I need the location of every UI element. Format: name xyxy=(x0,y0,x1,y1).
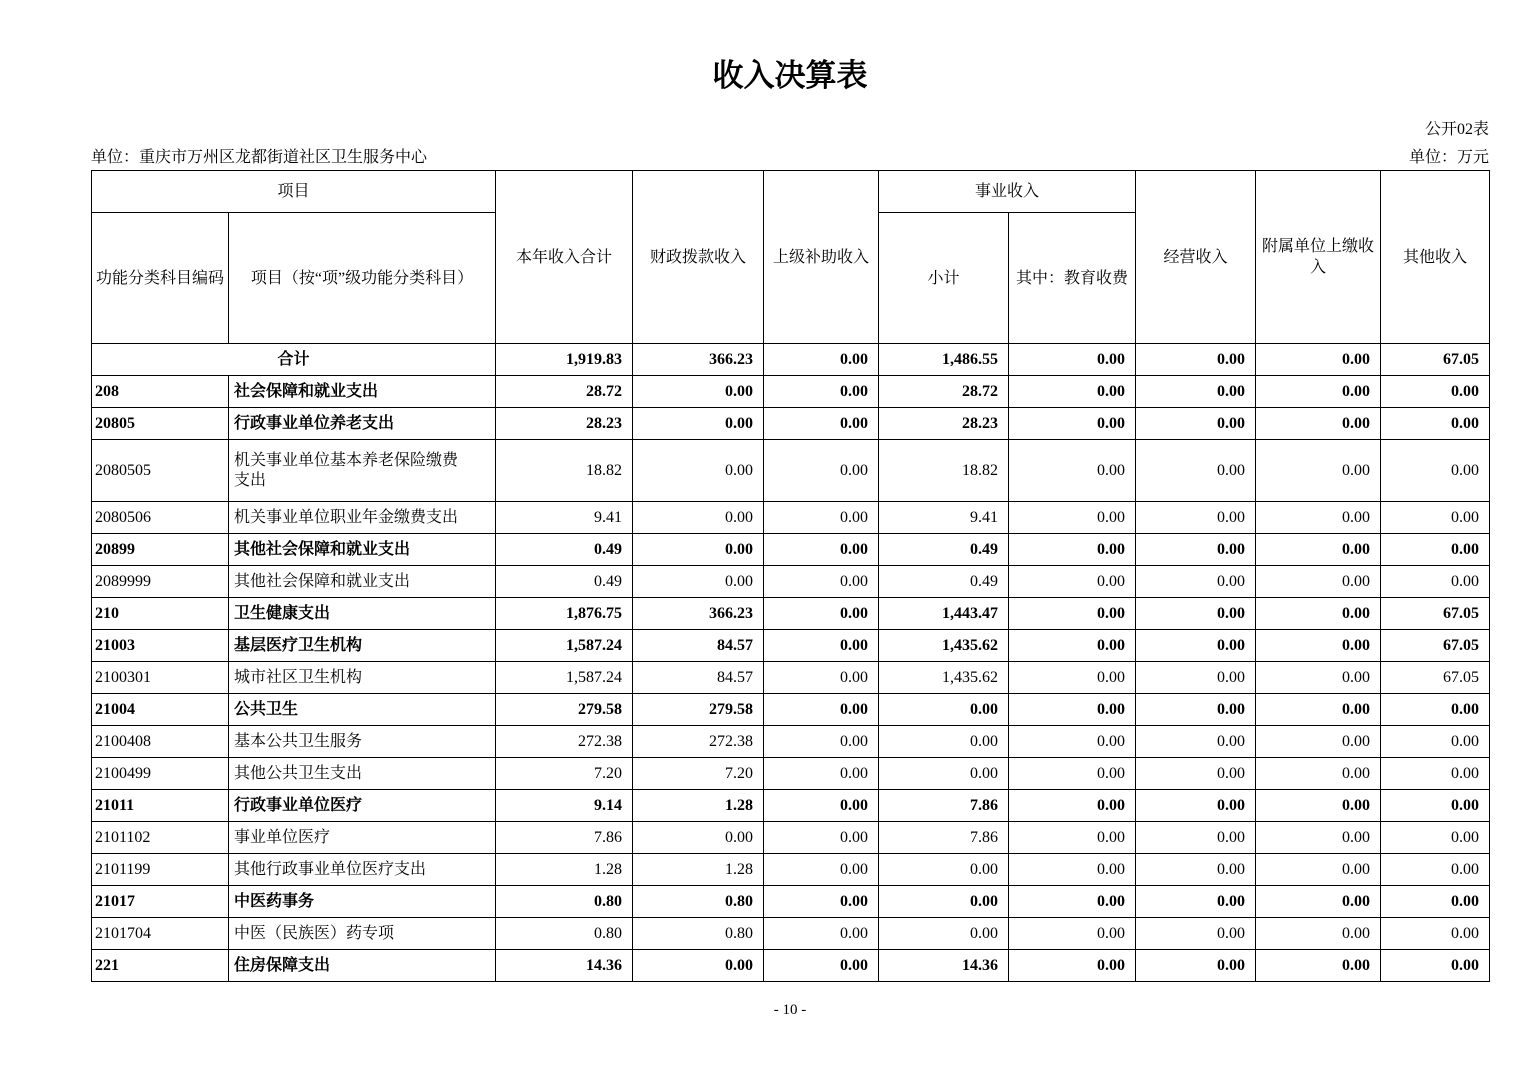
value-cell: 0.00 xyxy=(1009,950,1136,982)
table-row xyxy=(92,918,1490,950)
value-cell: 0.00 xyxy=(1136,376,1256,408)
row-code-cell: 2100408 xyxy=(92,726,229,758)
value-cell: 0.00 xyxy=(879,854,1009,886)
value-cell: 0.00 xyxy=(764,694,879,726)
value-cell: 0.00 xyxy=(1136,440,1256,502)
value-cell: 28.23 xyxy=(879,408,1009,440)
value-cell: 0.00 xyxy=(1381,854,1490,886)
value-cell: 7.86 xyxy=(879,790,1009,822)
row-name-cell: 机关事业单位基本养老保险缴费支出 xyxy=(229,440,496,502)
table-row xyxy=(92,790,1490,822)
value-cell: 366.23 xyxy=(633,344,764,376)
value-cell: 0.00 xyxy=(1009,598,1136,630)
value-cell: 0.00 xyxy=(1381,566,1490,598)
row-name-cell: 行政事业单位医疗 xyxy=(229,790,496,822)
value-cell: 0.00 xyxy=(764,534,879,566)
value-cell: 0.00 xyxy=(1381,950,1490,982)
row-name-cell: 基层医疗卫生机构 xyxy=(229,630,496,662)
value-cell: 0.00 xyxy=(1256,566,1381,598)
row-code-cell: 21017 xyxy=(92,886,229,918)
row-name-cell: 其他行政事业单位医疗支出 xyxy=(229,854,496,886)
row-code-cell: 21011 xyxy=(92,790,229,822)
header-education-fees: 其中：教育收费 xyxy=(1009,213,1136,344)
header-project-group: 项目 xyxy=(92,171,496,213)
value-cell: 0.00 xyxy=(764,344,879,376)
value-cell: 0.00 xyxy=(1136,886,1256,918)
value-cell: 0.00 xyxy=(1381,376,1490,408)
row-code-cell: 2101199 xyxy=(92,854,229,886)
value-cell: 0.00 xyxy=(1009,694,1136,726)
value-cell: 279.58 xyxy=(633,694,764,726)
org-unit-label: 单位：重庆市万州区龙都街道社区卫生服务中心 xyxy=(91,149,428,166)
value-cell: 28.23 xyxy=(496,408,633,440)
header-operating-income: 经营收入 xyxy=(1136,171,1256,344)
header-business-subtotal: 小计 xyxy=(879,213,1009,344)
value-cell: 0.80 xyxy=(496,886,633,918)
value-cell: 84.57 xyxy=(633,630,764,662)
value-cell: 0.49 xyxy=(879,566,1009,598)
value-cell: 0.49 xyxy=(879,534,1009,566)
value-cell: 0.00 xyxy=(633,408,764,440)
row-code-cell: 2080506 xyxy=(92,502,229,534)
row-name-cell: 机关事业单位职业年金缴费支出 xyxy=(229,502,496,534)
value-cell: 0.00 xyxy=(1009,886,1136,918)
info-row xyxy=(91,148,1489,167)
value-cell: 67.05 xyxy=(1381,344,1490,376)
row-name-cell: 基本公共卫生服务 xyxy=(229,726,496,758)
table-row xyxy=(92,344,1490,376)
value-cell: 28.72 xyxy=(879,376,1009,408)
value-cell: 0.00 xyxy=(1136,598,1256,630)
row-name-cell: 中医（民族医）药专项 xyxy=(229,918,496,950)
value-cell: 0.00 xyxy=(1136,918,1256,950)
table-row xyxy=(92,822,1490,854)
value-cell: 0.00 xyxy=(1136,662,1256,694)
table-body xyxy=(92,344,1490,982)
row-code-cell: 2100499 xyxy=(92,758,229,790)
value-cell: 0.00 xyxy=(764,726,879,758)
row-code-cell: 21003 xyxy=(92,630,229,662)
table-row xyxy=(92,758,1490,790)
value-cell: 0.00 xyxy=(1381,408,1490,440)
value-cell: 1,587.24 xyxy=(496,630,633,662)
value-cell: 0.00 xyxy=(764,854,879,886)
table-row xyxy=(92,566,1490,598)
value-cell: 0.00 xyxy=(1256,694,1381,726)
value-cell: 0.00 xyxy=(1381,726,1490,758)
row-name-cell: 行政事业单位养老支出 xyxy=(229,408,496,440)
header-fiscal-appropriation: 财政拨款收入 xyxy=(633,171,764,344)
row-name-cell: 卫生健康支出 xyxy=(229,598,496,630)
value-cell: 0.00 xyxy=(764,822,879,854)
value-cell: 0.00 xyxy=(879,726,1009,758)
value-cell: 0.00 xyxy=(879,694,1009,726)
value-cell: 0.00 xyxy=(1256,886,1381,918)
value-cell: 0.00 xyxy=(764,502,879,534)
value-cell: 0.00 xyxy=(1136,566,1256,598)
row-code-cell: 2100301 xyxy=(92,662,229,694)
table-header xyxy=(92,171,1490,344)
value-cell: 0.00 xyxy=(633,502,764,534)
header-business-income-group: 事业收入 xyxy=(879,171,1136,213)
value-cell: 0.00 xyxy=(1381,886,1490,918)
table-row xyxy=(92,950,1490,982)
value-cell: 0.00 xyxy=(633,440,764,502)
value-cell: 0.00 xyxy=(764,630,879,662)
value-cell: 0.00 xyxy=(1009,376,1136,408)
value-cell: 0.00 xyxy=(1136,854,1256,886)
value-cell: 0.00 xyxy=(1009,344,1136,376)
value-cell: 67.05 xyxy=(1381,598,1490,630)
value-cell: 0.00 xyxy=(633,950,764,982)
value-cell: 0.00 xyxy=(1009,758,1136,790)
value-cell: 28.72 xyxy=(496,376,633,408)
row-name-cell: 公共卫生 xyxy=(229,694,496,726)
value-cell: 0.00 xyxy=(1009,440,1136,502)
value-cell: 0.00 xyxy=(1381,822,1490,854)
value-cell: 0.00 xyxy=(1256,630,1381,662)
value-cell: 67.05 xyxy=(1381,662,1490,694)
value-cell: 0.00 xyxy=(1256,598,1381,630)
value-cell: 366.23 xyxy=(633,598,764,630)
value-cell: 7.86 xyxy=(879,822,1009,854)
value-cell: 0.00 xyxy=(1136,758,1256,790)
value-cell: 0.00 xyxy=(764,886,879,918)
value-cell: 1,587.24 xyxy=(496,662,633,694)
value-cell: 1,443.47 xyxy=(879,598,1009,630)
value-cell: 0.00 xyxy=(1009,854,1136,886)
value-cell: 0.00 xyxy=(1136,950,1256,982)
table-row xyxy=(92,886,1490,918)
table-row xyxy=(92,376,1490,408)
value-cell: 0.00 xyxy=(633,376,764,408)
row-name-cell: 其他社会保障和就业支出 xyxy=(229,566,496,598)
value-cell: 0.00 xyxy=(1256,726,1381,758)
value-cell: 14.36 xyxy=(496,950,633,982)
value-cell: 0.49 xyxy=(496,534,633,566)
row-code-cell: 2101704 xyxy=(92,918,229,950)
revenue-final-accounts-table xyxy=(91,170,1490,982)
value-cell: 18.82 xyxy=(496,440,633,502)
value-cell: 7.86 xyxy=(496,822,633,854)
value-cell: 67.05 xyxy=(1381,630,1490,662)
value-cell: 0.00 xyxy=(1381,918,1490,950)
currency-unit-label: 单位：万元 xyxy=(1408,149,1489,166)
value-cell: 0.00 xyxy=(1136,534,1256,566)
value-cell: 0.80 xyxy=(496,918,633,950)
header-function-code: 功能分类科目编码 xyxy=(92,213,229,344)
value-cell: 0.00 xyxy=(1136,694,1256,726)
value-cell: 14.36 xyxy=(879,950,1009,982)
value-cell: 1,876.75 xyxy=(496,598,633,630)
row-name-cell: 合计 xyxy=(92,344,496,376)
value-cell: 0.00 xyxy=(633,566,764,598)
value-cell: 9.41 xyxy=(496,502,633,534)
value-cell: 0.00 xyxy=(764,376,879,408)
value-cell: 0.00 xyxy=(1381,758,1490,790)
value-cell: 0.00 xyxy=(1381,790,1490,822)
value-cell: 0.00 xyxy=(1256,918,1381,950)
value-cell: 0.00 xyxy=(764,918,879,950)
value-cell: 0.49 xyxy=(496,566,633,598)
table-row xyxy=(92,598,1490,630)
value-cell: 0.00 xyxy=(879,886,1009,918)
value-cell: 0.00 xyxy=(1381,534,1490,566)
value-cell: 272.38 xyxy=(633,726,764,758)
header-superior-subsidy: 上级补助收入 xyxy=(764,171,879,344)
value-cell: 1.28 xyxy=(633,790,764,822)
value-cell: 84.57 xyxy=(633,662,764,694)
value-cell: 0.00 xyxy=(1009,566,1136,598)
header-item-name: 项目（按“项”级功能分类科目） xyxy=(229,213,496,344)
value-cell: 0.00 xyxy=(1136,344,1256,376)
value-cell: 0.00 xyxy=(879,918,1009,950)
row-code-cell: 2089999 xyxy=(92,566,229,598)
table-row xyxy=(92,630,1490,662)
value-cell: 0.00 xyxy=(1009,790,1136,822)
value-cell: 0.00 xyxy=(1009,726,1136,758)
value-cell: 0.00 xyxy=(1009,408,1136,440)
header-affiliated-remittance: 附属单位上缴收入 xyxy=(1256,171,1381,344)
value-cell: 0.00 xyxy=(1136,790,1256,822)
value-cell: 0.00 xyxy=(1256,662,1381,694)
value-cell: 0.00 xyxy=(1136,630,1256,662)
value-cell: 18.82 xyxy=(879,440,1009,502)
table-row xyxy=(92,854,1490,886)
row-name-cell: 城市社区卫生机构 xyxy=(229,662,496,694)
table-row xyxy=(92,726,1490,758)
table-code-label: 公开02表 xyxy=(1424,121,1489,138)
value-cell: 0.00 xyxy=(1009,630,1136,662)
value-cell: 7.20 xyxy=(496,758,633,790)
value-cell: 0.00 xyxy=(1256,440,1381,502)
value-cell: 0.00 xyxy=(1009,534,1136,566)
row-code-cell: 221 xyxy=(92,950,229,982)
row-code-cell: 2080505 xyxy=(92,440,229,502)
table-row xyxy=(92,534,1490,566)
value-cell: 0.00 xyxy=(633,822,764,854)
row-code-cell: 21004 xyxy=(92,694,229,726)
row-name-cell: 中医药事务 xyxy=(229,886,496,918)
value-cell: 0.00 xyxy=(633,534,764,566)
value-cell: 0.00 xyxy=(1009,502,1136,534)
value-cell: 272.38 xyxy=(496,726,633,758)
value-cell: 1.28 xyxy=(633,854,764,886)
value-cell: 1.28 xyxy=(496,854,633,886)
page-title: 收入决算表 xyxy=(712,58,868,93)
value-cell: 0.80 xyxy=(633,918,764,950)
value-cell: 9.41 xyxy=(879,502,1009,534)
table-row xyxy=(92,662,1490,694)
value-cell: 0.00 xyxy=(1136,408,1256,440)
value-cell: 0.80 xyxy=(633,886,764,918)
value-cell: 9.14 xyxy=(496,790,633,822)
value-cell: 0.00 xyxy=(1009,918,1136,950)
table-row xyxy=(92,694,1490,726)
row-name-cell: 事业单位医疗 xyxy=(229,822,496,854)
value-cell: 1,435.62 xyxy=(879,630,1009,662)
value-cell: 0.00 xyxy=(879,758,1009,790)
row-code-cell: 208 xyxy=(92,376,229,408)
value-cell: 0.00 xyxy=(1136,502,1256,534)
row-code-cell: 20899 xyxy=(92,534,229,566)
value-cell: 0.00 xyxy=(1381,694,1490,726)
value-cell: 0.00 xyxy=(1256,790,1381,822)
value-cell: 0.00 xyxy=(1136,726,1256,758)
row-name-cell: 其他公共卫生支出 xyxy=(229,758,496,790)
row-code-cell: 210 xyxy=(92,598,229,630)
value-cell: 0.00 xyxy=(764,408,879,440)
value-cell: 0.00 xyxy=(1256,854,1381,886)
value-cell: 0.00 xyxy=(764,598,879,630)
header-row-groups xyxy=(92,171,1490,213)
value-cell: 0.00 xyxy=(1009,662,1136,694)
value-cell: 0.00 xyxy=(1256,950,1381,982)
value-cell: 0.00 xyxy=(764,440,879,502)
value-cell: 0.00 xyxy=(764,662,879,694)
value-cell: 0.00 xyxy=(1256,822,1381,854)
value-cell: 0.00 xyxy=(764,566,879,598)
table-row xyxy=(92,408,1490,440)
value-cell: 0.00 xyxy=(1256,502,1381,534)
value-cell: 279.58 xyxy=(496,694,633,726)
table-row xyxy=(92,502,1490,534)
value-cell: 0.00 xyxy=(764,790,879,822)
row-code-cell: 2101102 xyxy=(92,822,229,854)
value-cell: 0.00 xyxy=(1381,440,1490,502)
header-other-income: 其他收入 xyxy=(1381,171,1490,344)
value-cell: 0.00 xyxy=(1256,758,1381,790)
value-cell: 0.00 xyxy=(764,950,879,982)
page-number: - 10 - xyxy=(773,1002,807,1018)
value-cell: 0.00 xyxy=(764,758,879,790)
value-cell: 0.00 xyxy=(1381,502,1490,534)
row-code-cell: 20805 xyxy=(92,408,229,440)
value-cell: 0.00 xyxy=(1256,376,1381,408)
value-cell: 0.00 xyxy=(1256,344,1381,376)
row-name-cell: 住房保障支出 xyxy=(229,950,496,982)
value-cell: 1,486.55 xyxy=(879,344,1009,376)
value-cell: 0.00 xyxy=(1009,822,1136,854)
value-cell: 0.00 xyxy=(1256,408,1381,440)
row-name-cell: 社会保障和就业支出 xyxy=(229,376,496,408)
value-cell: 1,919.83 xyxy=(496,344,633,376)
value-cell: 7.20 xyxy=(633,758,764,790)
table-row xyxy=(92,440,1490,502)
row-name-cell: 其他社会保障和就业支出 xyxy=(229,534,496,566)
value-cell: 0.00 xyxy=(1136,822,1256,854)
header-total-income: 本年收入合计 xyxy=(496,171,633,344)
value-cell: 0.00 xyxy=(1256,534,1381,566)
value-cell: 1,435.62 xyxy=(879,662,1009,694)
